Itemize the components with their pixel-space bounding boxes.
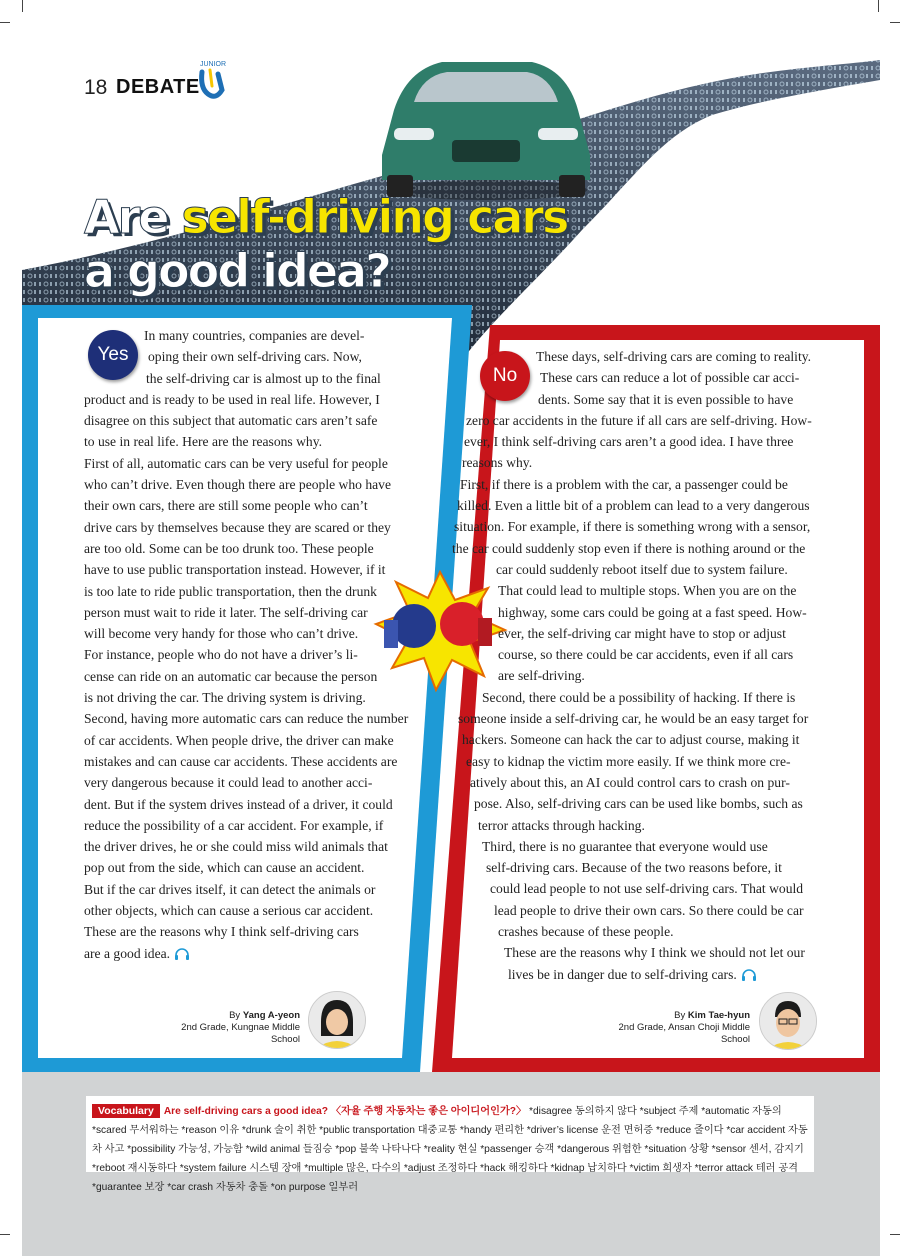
text-line: pop out from the side, which can cause an accident. [84,860,365,876]
text-line: who can’t drive. Even though there are people who have [84,477,392,493]
text-line: are a good idea. [84,945,171,961]
author-school: 2nd Grade, Ansan Choji Middle School [618,1022,750,1045]
text-line: easy to kidnap the victim more easily. If we think more cre- [466,753,791,769]
junior-logo-text: JUNIOR [200,61,227,68]
text-line: course, so there could be car accidents, even if all cars [498,647,794,663]
text-line: reasons why. [462,455,533,471]
vocabulary-tag: Vocabulary [92,1104,160,1118]
text-line: is not driving the car. The driving system is driving. [84,690,366,706]
headline-part1: Are [84,190,182,244]
text-line: cense can ride on an automatic car because the person [84,668,378,684]
text-line: someone inside a self-driving car, he would be an easy target for [458,711,809,727]
text-line: Second, there could be a possibility of hacking. If there is [482,689,796,705]
text-line: But if the car drives itself, it can detect the animals or [84,881,376,897]
page-number: 18 [84,76,108,99]
text-line: the car could suddenly stop even if there is nothing around or the [452,540,806,556]
text-line: ever, the self-driving car might have to stop or adjust [498,625,786,641]
avatar-photo [309,992,365,1048]
yes-author-avatar [308,991,366,1049]
text-line: lives be in danger due to self-driving cars. [508,966,737,982]
text-line: atively about this, an AI could control cars to crash on pur- [470,774,790,790]
text-line: person must wait to ride it later. The self-driving car [84,604,368,620]
text-line: crashes because of these people. [498,924,674,940]
yes-badge: Yes [88,330,138,380]
text-line: highway, some cars could be going at a fast speed. How- [498,604,807,620]
avatar-photo [760,993,816,1049]
vocabulary-question: Are self-driving cars a good idea? 〈자율 주행 자동차는 좋은 아이디어인가?〉 [163,1106,527,1117]
text-line: reduce the possibility of a car accident. For example, if [84,817,384,833]
text-line: dent. But if the system drives instead of a driver, it could [84,796,393,812]
author-school: 2nd Grade, Kungnae Middle School [181,1022,300,1045]
text-line: ever, I think self-driving cars aren’t a good idea. I have three [464,434,794,450]
text-line: Second, having more automatic cars can reduce the number [84,711,409,727]
text-line: product and is ready to be used in real life. However, I [84,391,380,407]
text-line: killed. Even a little bit of a problem can lead to a very dangerous [457,498,810,514]
text-line: will become very handy for those who can’t drive. [84,626,359,642]
headline-line2: a good idea? [84,244,390,298]
text-line: very dangerous because it could lead to another acci- [84,775,373,791]
author-name: Kim Tae-hyun [687,1010,750,1021]
text-line: These are the reasons why I think we should not let our [504,945,805,961]
author-by: By [674,1010,688,1021]
text-line: First of all, automatic cars can be very useful for people [84,455,388,471]
text-line: For instance, people who do not have a driver’s li- [84,647,358,663]
text-line: Third, there is no guarantee that everyone would use [482,838,768,854]
author-by: By [229,1010,243,1021]
headline-highlight: self-driving cars [181,190,568,244]
text-line: self-driving cars. Because of the two reasons before, it [486,860,782,876]
vocabulary-box [86,1096,814,1193]
text-line: dents. Some say that it is even possible to have [538,391,794,407]
text-line: pose. Also, self-driving cars can be used like bombs, such as [474,796,803,812]
headphone-icon [174,948,190,960]
text-line: are too old. Some can be too drunk too. These people [84,540,374,556]
no-badge: No [480,351,530,401]
text-line: car could suddenly reboot itself due to system failure. [496,561,788,577]
text-line: These are the reasons why I think self-driving cars [84,924,359,940]
text-line: oping their own self-driving cars. Now, [148,349,362,365]
text-line-last [452,964,822,985]
text-line: These cars can reduce a lot of possible car acci- [540,370,800,386]
author-name: Yang A-yeon [242,1010,300,1021]
no-argument [452,346,822,985]
text-line: mistakes and can cause car accidents. These accidents are [84,753,398,769]
text-line: lead people to drive their own cars. So there could be car [494,902,804,918]
text-line: the driver drives, he or she could miss wild animals that [84,839,388,855]
text-line: have to use public transportation instead. However, if it [84,562,386,578]
text-line: zero car accidents in the future if all cars are self-driving. How- [466,412,812,428]
text-line: is too late to ride public transportation, then the drunk [84,583,377,599]
section-title: DEBATE [116,76,200,98]
text-line: could lead people to not use self-driving cars. That would [490,881,804,897]
text-line: In many countries, companies are devel- [144,328,365,343]
text-line: other objects, which can cause a serious car accident. [84,903,374,919]
no-author [590,1010,750,1046]
yes-author [150,1010,300,1046]
text-line: their own cars, there are still some people who can’t [84,498,368,514]
headphone-icon [741,969,757,981]
text-line: the self-driving car is almost up to the final [146,370,381,386]
text-line: are self-driving. [498,668,585,684]
text-line: First, if there is a problem with the car, a passenger could be [460,476,788,492]
no-author-avatar [759,992,817,1050]
text-line: disagree on this subject that automatic cars aren’t safe [84,413,378,429]
text-line: These days, self-driving cars are coming to reality. [536,349,812,364]
text-line: hackers. Someone can hack the car to adjust course, making it [462,732,800,748]
text-line: drive cars by themselves because they are scared or they [84,519,391,535]
text-line: situation. For example, if there is something wrong with a sensor, [454,519,811,535]
text-line: terror attacks through hacking. [478,817,645,833]
text-line: of car accidents. When people drive, the driver can make [84,732,394,748]
yes-argument [84,325,424,964]
text-line-last [84,943,424,964]
vocabulary-list: *disagree 동의하지 않다 *subject 주제 *automatic 자동의 *scared 무서워하는 *reason 이유 *drunk 술이 취한 *public transportation 대중교통 *handy 편리한 *driver’s license 운전 면허증 *reduce 줄이다 *car accident 자동차 사고 *possibility 가능성, 가능함 *wild animal 들짐승 *pop 불쑥 나타나다 *reality 현실 *passenger 승객 *dangerous 위험한 *situation 상황 *sensor 센서, 감지기 *reboot 재시동하다 *system failure 시스템 장애 *multiple 많은, 다수의 *adjust 조정하다 *hack 해킹하다 *kidnap 납치하다 *victim 희생자 *terror attack 테러 공격 *guarantee 보장 *car crash 자동차 충돌 *on purpose 일부러 [92,1106,808,1193]
text-line: to use in real life. Here are the reasons why. [84,434,323,450]
text-line: That could lead to multiple stops. When you are on the [498,583,797,599]
